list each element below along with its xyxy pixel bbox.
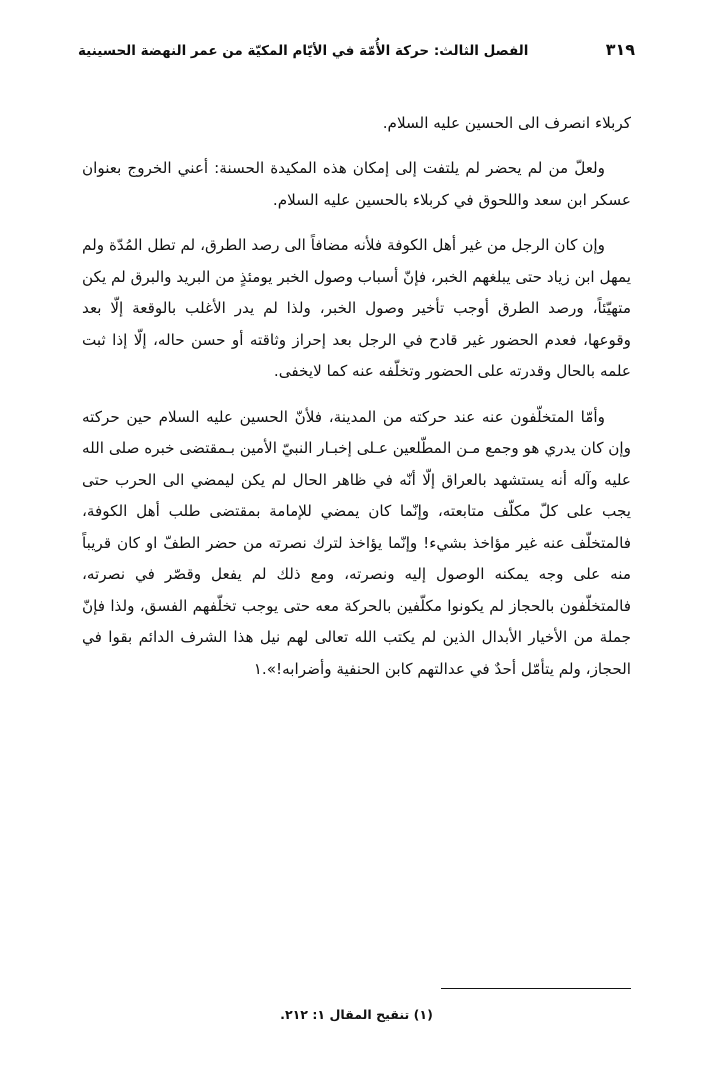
paragraph: وإن كان الرجل من غير أهل الكوفة فلأنه مضافاً الى رصد الطرق، لم تطل المُدّة ولم يمهل ابن زياد حتى يبلغهم الخبر، فإنّ أسباب وصول الخبر يومئذٍ من البريد والبرق لم يكن متهيّئاً، ورصد الطرق أوجب تأخير وصول الخبر، ولذا لم يدر الأغلب بالوقعة إلّا بعد وقوعها، فعدم الحضور غير قادح في الرجل بعد إحراز وثاقته أو حسن حاله، إلّا إذا ثبت علمه بالحال وقدرته على الحضور وتخلّفه عنه كما لايخفى. [82,236,631,381]
footnote-line [82,1005,631,1025]
body-text [82,108,631,699]
paragraph: كربلاء انصرف الى الحسين عليه السلام. [382,114,631,132]
running-head-title: الفصل الثالث: حركة الأُمّة في الأيّام المكيّة من عمر النهضة الحسينية [78,43,529,59]
paragraph: ولعلّ من لم يحضر لم يلتفت إلى إمكان هذه المكيدة الحسنة: أعني الخروج بعنوان عسكر ابن سعد واللحوق في كربلاء بالحسين عليه السلام. [82,159,631,209]
footnote-marker: (١) [413,1006,433,1022]
page-number: ٣١٩ [605,40,635,59]
paragraph: وأمّا المتخلّفون عنه عند حركته من المدينة، فلأنّ الحسين عليه السلام حين حركته وإن كان يدري هو وجمع مـن المطّلعين عـلى إخبـار النبيّ الأمين بـمقتضى خبره صلى الله عليه وآله أنه يستشهد بالعراق إلّا أنّه في ظاهر الحال لم يكن ليمضي الى الحرب حتى يجب على كلّ مكلّف متابعته، وإنّما كان يمضي للإمامة بمقتضى طلب أهل الكوفة، فالمتخلّف عنه غير مؤاخذ بشيء! وإنّما يؤاخذ لترك نصرته من حضر الطفّ او كان قريباً منه على وجه يمكنه الوصول إليه ونصرته، ومع ذلك لم يفعل وقصّر في نصرته، فالمتخلّفون بالحجاز لم يكونوا مكلّفين بالحركة معه حتى يوجب تخلّفهم الفسق، ولذا فإنّ جملة من الأخيار الأبدال الذين لم يكتب الله تعالى لهم نيل هذا الشرف الدائم بقوا في الحجاز، ولم يتأمّل أحدٌ في عدالتهم كابن الحنفية وأضرابه!».١ [82,407,631,678]
footnote-text: تنقيح المقال ١: ٢١٢. [280,1006,410,1022]
footnote-separator [441,988,631,989]
footnote [82,1005,631,1025]
page-header [78,40,635,59]
